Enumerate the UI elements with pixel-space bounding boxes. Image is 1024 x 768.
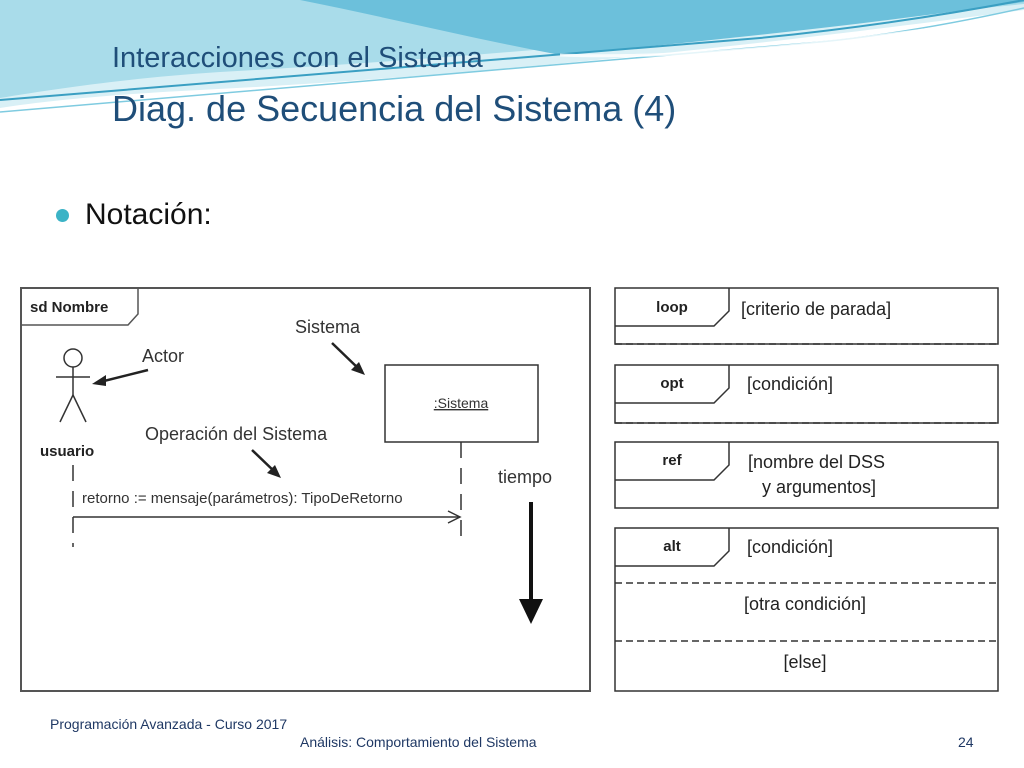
bullet-text: Notación:	[85, 198, 212, 231]
actor-label: Actor	[142, 346, 185, 366]
alt-guard-3: [else]	[783, 652, 827, 672]
ref-line-2: y argumentos]	[762, 477, 877, 497]
sequence-diagram	[20, 287, 591, 692]
alt-tag: alt	[663, 538, 681, 555]
footer-topic: Análisis: Comportamiento del Sistema	[300, 734, 537, 750]
opt-guard: [condición]	[747, 374, 834, 394]
footer-course: Programación Avanzada - Curso 2017	[50, 716, 288, 732]
loop-fragment	[615, 288, 998, 344]
opt-fragment	[615, 365, 998, 423]
alt-guard-1: [condición]	[747, 537, 834, 557]
actor-name: usuario	[40, 443, 95, 460]
alt-fragment	[615, 528, 998, 691]
bullet-item	[56, 198, 212, 232]
message-label: retorno := mensaje(parámetros): TipoDeRetorno	[82, 490, 403, 507]
time-label: tiempo	[498, 467, 553, 487]
ref-line-1: [nombre del DSS	[748, 452, 886, 472]
page-number: 24	[958, 734, 974, 750]
operation-label: Operación del Sistema	[145, 424, 328, 444]
slide-title: Diag. de Secuencia del Sistema (4)	[112, 88, 677, 129]
slide-subtitle: Interacciones con el Sistema	[112, 42, 483, 74]
bullet-dot-icon	[56, 209, 69, 222]
loop-tag: loop	[656, 299, 688, 316]
alt-guard-2: [otra condición]	[743, 594, 867, 614]
ref-tag: ref	[662, 452, 682, 469]
opt-tag: opt	[660, 375, 684, 392]
combined-fragments-notation	[612, 287, 1002, 692]
loop-guard: [criterio de parada]	[741, 299, 892, 319]
system-lifeline-label: :Sistema	[433, 395, 489, 411]
frame-label: sd Nombre	[30, 299, 109, 316]
system-label: Sistema	[295, 317, 361, 337]
ref-fragment	[615, 442, 998, 508]
